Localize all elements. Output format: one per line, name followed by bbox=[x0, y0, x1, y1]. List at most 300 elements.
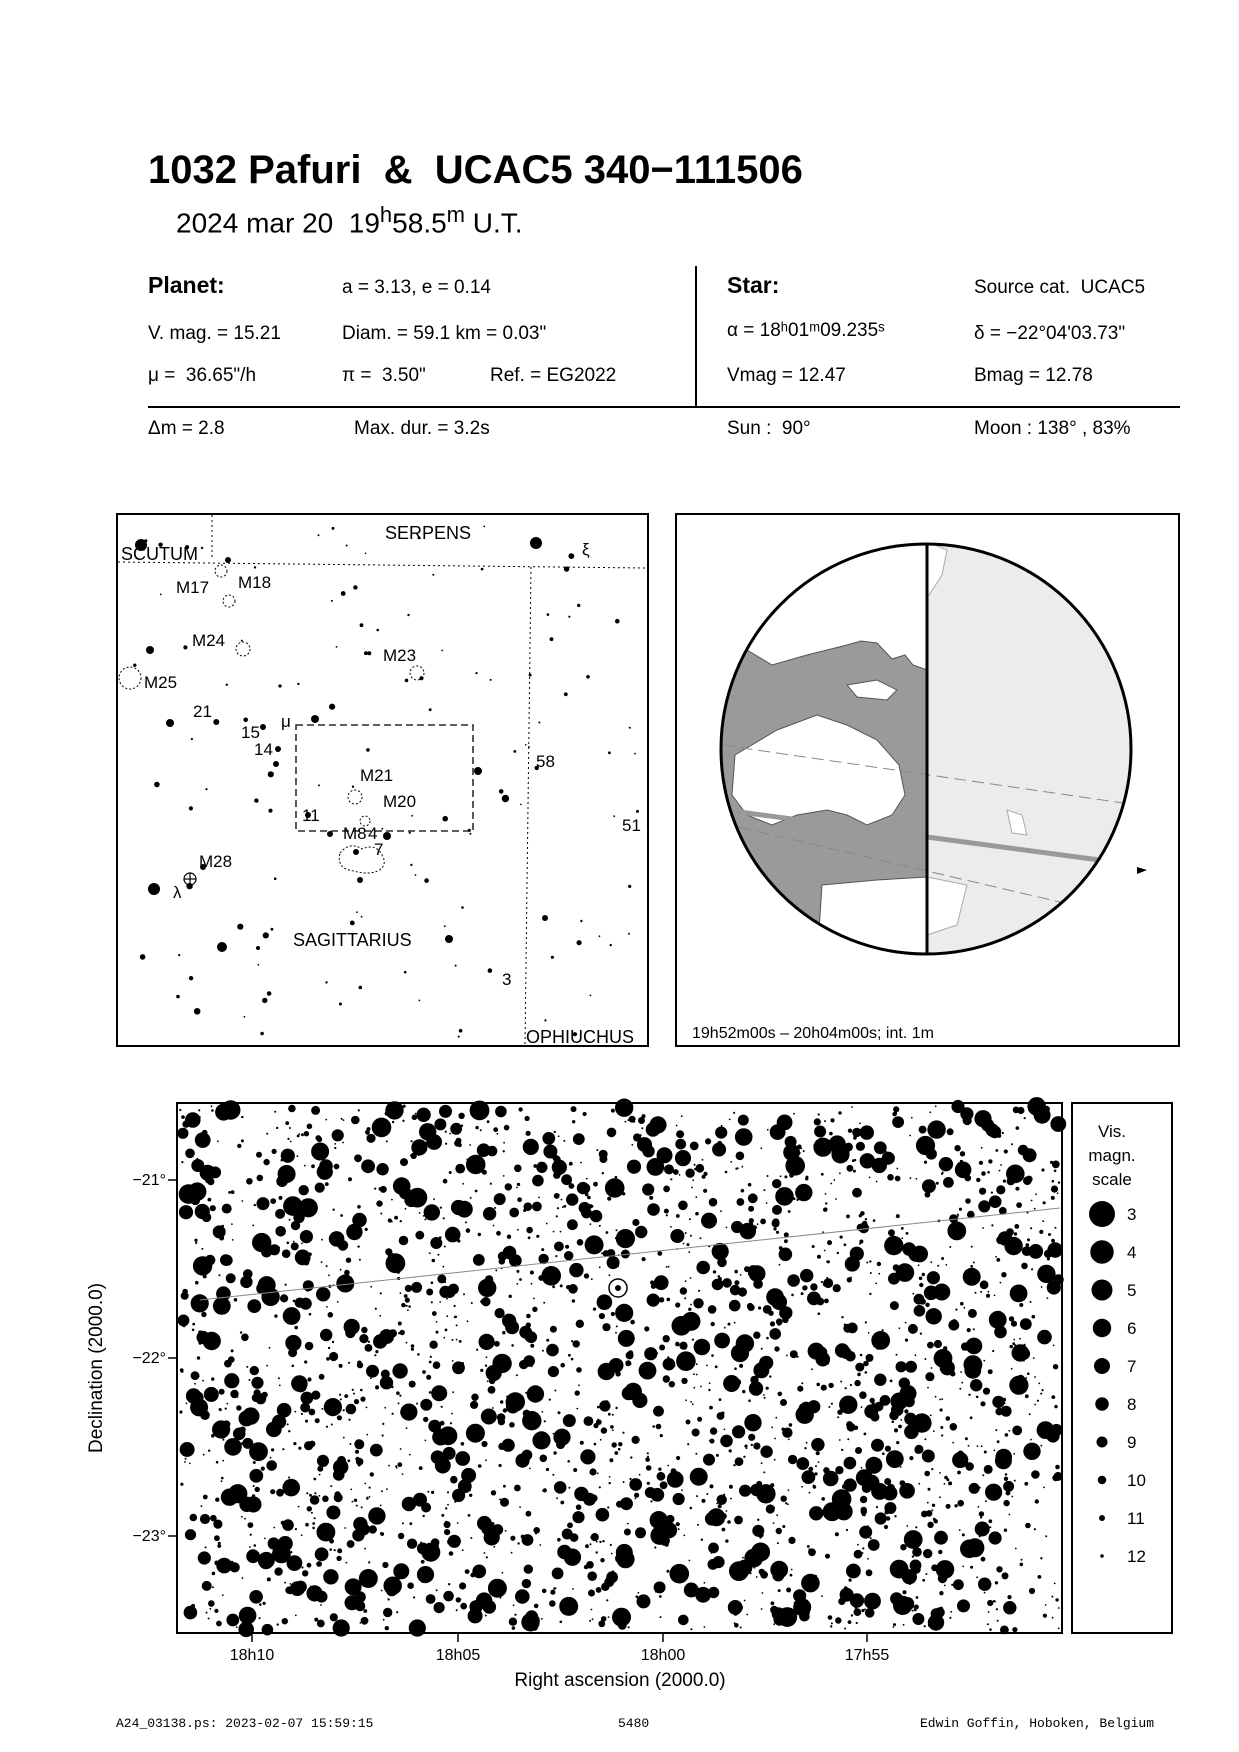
star bbox=[734, 1622, 736, 1624]
star bbox=[354, 1591, 366, 1603]
star bbox=[562, 1529, 573, 1540]
star bbox=[494, 1341, 500, 1347]
star bbox=[602, 1323, 610, 1331]
finder-star bbox=[528, 746, 530, 748]
star bbox=[690, 1401, 692, 1403]
star bbox=[748, 1183, 752, 1187]
star bbox=[429, 1361, 432, 1364]
star bbox=[564, 1416, 568, 1420]
star bbox=[866, 1262, 868, 1264]
planet-heading: Planet: bbox=[148, 272, 225, 298]
star bbox=[421, 1233, 423, 1235]
star bbox=[400, 1448, 402, 1450]
star bbox=[420, 1399, 432, 1411]
star bbox=[330, 1613, 338, 1621]
star bbox=[410, 1155, 412, 1157]
star bbox=[288, 1564, 290, 1566]
star bbox=[499, 1464, 502, 1467]
star bbox=[599, 1266, 601, 1268]
label-51: 51 bbox=[622, 816, 641, 835]
star bbox=[550, 1590, 555, 1595]
star bbox=[470, 1101, 490, 1121]
finder-star bbox=[359, 986, 363, 990]
star bbox=[490, 1183, 492, 1185]
star bbox=[978, 1200, 990, 1212]
star bbox=[573, 1468, 577, 1472]
star bbox=[882, 1329, 884, 1331]
star bbox=[572, 1299, 575, 1302]
star bbox=[697, 1524, 699, 1526]
star bbox=[307, 1124, 313, 1130]
star bbox=[311, 1512, 313, 1514]
star bbox=[1052, 1617, 1054, 1619]
star bbox=[656, 1424, 662, 1430]
star bbox=[916, 1136, 935, 1155]
star bbox=[662, 1151, 664, 1153]
star bbox=[331, 1424, 333, 1426]
star bbox=[541, 1618, 543, 1620]
star bbox=[862, 1221, 867, 1226]
star bbox=[282, 1519, 294, 1531]
star bbox=[203, 1454, 205, 1456]
star bbox=[761, 1462, 763, 1464]
star bbox=[720, 1435, 733, 1448]
star bbox=[478, 1464, 482, 1468]
finder-star bbox=[353, 585, 357, 589]
star bbox=[821, 1497, 825, 1501]
finder-star bbox=[634, 753, 636, 755]
star bbox=[905, 1322, 907, 1324]
star bbox=[415, 1231, 424, 1240]
star bbox=[811, 1438, 824, 1451]
star bbox=[532, 1202, 542, 1212]
star bbox=[837, 1416, 839, 1418]
star bbox=[687, 1153, 689, 1155]
star bbox=[959, 1208, 962, 1211]
star bbox=[663, 1335, 670, 1342]
star bbox=[286, 1619, 288, 1621]
star bbox=[607, 1506, 609, 1508]
star bbox=[376, 1200, 382, 1206]
star bbox=[869, 1293, 871, 1295]
star bbox=[470, 1401, 478, 1409]
star bbox=[677, 1497, 679, 1499]
finder-star bbox=[513, 750, 516, 753]
star bbox=[269, 1244, 280, 1255]
star bbox=[584, 1273, 589, 1278]
star bbox=[933, 1430, 935, 1432]
star bbox=[663, 1375, 670, 1382]
star bbox=[874, 1606, 876, 1608]
star bbox=[397, 1462, 402, 1467]
star bbox=[394, 1216, 398, 1220]
star bbox=[699, 1237, 701, 1239]
legend-magnitude-dot bbox=[1090, 1240, 1114, 1264]
finder-star bbox=[383, 832, 391, 840]
star bbox=[563, 1414, 576, 1427]
star bbox=[295, 1615, 297, 1617]
star bbox=[593, 1423, 598, 1428]
star bbox=[478, 1279, 496, 1297]
star bbox=[481, 1409, 497, 1425]
star bbox=[751, 1444, 753, 1446]
star bbox=[538, 1162, 543, 1167]
star bbox=[979, 1161, 983, 1165]
star bbox=[759, 1537, 761, 1539]
star bbox=[925, 1303, 929, 1307]
star bbox=[647, 1482, 650, 1485]
star bbox=[855, 1447, 862, 1454]
star bbox=[531, 1283, 533, 1285]
star bbox=[284, 1582, 286, 1584]
star bbox=[681, 1489, 683, 1491]
star bbox=[345, 1328, 355, 1338]
star bbox=[924, 1471, 930, 1477]
star bbox=[893, 1623, 896, 1626]
star bbox=[818, 1312, 821, 1315]
star bbox=[205, 1546, 207, 1548]
star bbox=[448, 1237, 450, 1239]
star bbox=[910, 1434, 912, 1436]
star bbox=[343, 1119, 345, 1121]
star bbox=[398, 1533, 404, 1539]
star bbox=[425, 1440, 427, 1442]
finder-star bbox=[490, 679, 492, 681]
star bbox=[896, 1168, 898, 1170]
finder-star bbox=[166, 719, 174, 727]
star bbox=[676, 1214, 680, 1218]
star bbox=[519, 1278, 522, 1281]
star bbox=[506, 1392, 525, 1411]
star bbox=[809, 1506, 823, 1520]
star bbox=[824, 1250, 826, 1252]
star bbox=[784, 1175, 787, 1178]
star bbox=[578, 1384, 580, 1386]
star bbox=[847, 1323, 858, 1334]
star bbox=[690, 1142, 699, 1151]
star bbox=[266, 1133, 268, 1135]
star bbox=[768, 1311, 773, 1316]
star bbox=[615, 1176, 618, 1179]
star bbox=[503, 1150, 505, 1152]
star bbox=[916, 1178, 918, 1180]
star bbox=[222, 1439, 224, 1441]
star bbox=[596, 1587, 602, 1593]
star bbox=[657, 1472, 666, 1481]
star bbox=[1034, 1208, 1036, 1210]
star bbox=[307, 1563, 312, 1568]
star bbox=[191, 1294, 209, 1312]
star bbox=[821, 1595, 823, 1597]
finder-star bbox=[366, 748, 370, 752]
star bbox=[468, 1608, 483, 1623]
star bbox=[701, 1303, 703, 1305]
star bbox=[888, 1229, 895, 1236]
star bbox=[1053, 1345, 1055, 1347]
star bbox=[647, 1294, 660, 1307]
star bbox=[314, 1618, 318, 1622]
finder-star bbox=[442, 816, 448, 822]
star bbox=[369, 1525, 377, 1533]
star bbox=[868, 1539, 880, 1551]
star bbox=[1033, 1357, 1035, 1359]
star bbox=[954, 1504, 957, 1507]
star bbox=[291, 1242, 299, 1250]
star bbox=[844, 1457, 857, 1470]
star bbox=[641, 1114, 645, 1118]
star bbox=[226, 1614, 239, 1627]
star bbox=[554, 1167, 563, 1176]
star bbox=[560, 1501, 564, 1505]
star bbox=[878, 1273, 880, 1275]
star bbox=[381, 1490, 383, 1492]
star bbox=[181, 1161, 183, 1163]
star bbox=[860, 1153, 875, 1168]
star bbox=[995, 1408, 1003, 1416]
star bbox=[692, 1429, 700, 1437]
star bbox=[514, 1485, 521, 1492]
star bbox=[483, 1600, 497, 1614]
star bbox=[458, 1113, 464, 1119]
star bbox=[530, 1344, 534, 1348]
star bbox=[1019, 1338, 1021, 1340]
star bbox=[893, 1106, 899, 1112]
star bbox=[808, 1482, 810, 1484]
star bbox=[546, 1339, 549, 1342]
star bbox=[870, 1537, 872, 1539]
star bbox=[915, 1526, 917, 1528]
star bbox=[576, 1504, 582, 1510]
star bbox=[444, 1246, 446, 1248]
star bbox=[529, 1615, 540, 1626]
star bbox=[939, 1496, 941, 1498]
star bbox=[1058, 1181, 1060, 1183]
star bbox=[890, 1380, 893, 1383]
star bbox=[744, 1600, 746, 1602]
star bbox=[922, 1579, 925, 1582]
star bbox=[1012, 1627, 1017, 1632]
star bbox=[609, 1476, 611, 1478]
star bbox=[599, 1155, 607, 1163]
star bbox=[641, 1127, 643, 1129]
star bbox=[186, 1403, 188, 1405]
star-heading: Star: bbox=[727, 272, 780, 298]
star bbox=[844, 1628, 846, 1630]
star bbox=[1003, 1481, 1014, 1492]
star bbox=[541, 1411, 543, 1413]
star bbox=[213, 1225, 226, 1238]
star bbox=[950, 1423, 958, 1431]
star bbox=[885, 1446, 891, 1452]
star bbox=[825, 1193, 827, 1195]
star bbox=[481, 1297, 490, 1306]
star bbox=[911, 1246, 928, 1263]
star bbox=[934, 1349, 953, 1368]
star bbox=[871, 1331, 890, 1350]
star bbox=[442, 1266, 444, 1268]
star bbox=[568, 1284, 578, 1294]
star bbox=[298, 1506, 300, 1508]
star bbox=[757, 1490, 760, 1493]
star bbox=[434, 1118, 446, 1130]
star bbox=[273, 1527, 275, 1529]
star bbox=[601, 1427, 607, 1433]
star bbox=[738, 1287, 747, 1296]
star bbox=[321, 1408, 323, 1410]
finder-star bbox=[568, 553, 574, 559]
star bbox=[947, 1222, 966, 1241]
finder-star bbox=[469, 833, 471, 835]
star bbox=[556, 1497, 558, 1499]
star bbox=[977, 1445, 979, 1447]
star bbox=[696, 1374, 698, 1376]
star bbox=[212, 1391, 214, 1393]
star bbox=[194, 1239, 197, 1242]
star bbox=[554, 1481, 567, 1494]
star bbox=[409, 1381, 416, 1388]
star bbox=[1011, 1496, 1013, 1498]
star bbox=[455, 1234, 457, 1236]
finder-star bbox=[325, 981, 327, 983]
star bbox=[938, 1550, 942, 1554]
star bbox=[735, 1128, 753, 1146]
star bbox=[618, 1448, 621, 1451]
m17-symbol bbox=[215, 565, 227, 577]
star bbox=[485, 1615, 487, 1617]
star bbox=[832, 1489, 852, 1509]
star bbox=[294, 1326, 298, 1330]
star bbox=[385, 1248, 392, 1255]
star bbox=[734, 1280, 739, 1285]
star bbox=[270, 1457, 272, 1459]
star bbox=[462, 1549, 464, 1551]
star bbox=[988, 1611, 990, 1613]
star bbox=[989, 1311, 1007, 1329]
star bbox=[1013, 1107, 1020, 1114]
star bbox=[696, 1261, 710, 1275]
star bbox=[927, 1120, 945, 1138]
star bbox=[642, 1257, 646, 1261]
star bbox=[309, 1313, 312, 1316]
star bbox=[507, 1235, 511, 1239]
star bbox=[241, 1200, 243, 1202]
star bbox=[359, 1259, 361, 1261]
star bbox=[355, 1450, 359, 1454]
star bbox=[770, 1321, 775, 1326]
star bbox=[406, 1342, 408, 1344]
star bbox=[903, 1590, 907, 1594]
star bbox=[481, 1441, 487, 1447]
legend-title-line: magn. bbox=[1088, 1146, 1136, 1165]
star bbox=[236, 1405, 241, 1410]
star bbox=[480, 1369, 483, 1372]
star bbox=[231, 1223, 233, 1225]
star bbox=[892, 1112, 896, 1116]
star bbox=[282, 1541, 286, 1545]
legend-magnitude-label: 9 bbox=[1127, 1433, 1137, 1452]
star bbox=[871, 1439, 884, 1452]
finder-star bbox=[189, 806, 193, 810]
star bbox=[978, 1506, 980, 1508]
finder-star bbox=[352, 786, 354, 788]
star bbox=[830, 1625, 832, 1627]
star bbox=[1030, 1301, 1032, 1303]
star bbox=[448, 1583, 450, 1585]
star bbox=[476, 1349, 478, 1351]
star bbox=[894, 1515, 896, 1517]
star bbox=[564, 1251, 573, 1260]
finder-star bbox=[154, 782, 160, 788]
star bbox=[747, 1303, 754, 1310]
star bbox=[456, 1339, 458, 1341]
star bbox=[416, 1403, 418, 1405]
star bbox=[1034, 1404, 1036, 1406]
finder-star bbox=[268, 771, 274, 777]
star bbox=[357, 1205, 361, 1209]
finder-star bbox=[568, 616, 570, 618]
finder-star bbox=[336, 646, 338, 648]
star bbox=[715, 1365, 718, 1368]
star bbox=[786, 1355, 788, 1357]
star bbox=[524, 1202, 533, 1211]
star bbox=[649, 1153, 651, 1155]
star bbox=[488, 1579, 507, 1598]
star bbox=[667, 1298, 671, 1302]
star bbox=[241, 1334, 249, 1342]
star bbox=[844, 1586, 848, 1590]
star bbox=[287, 1555, 303, 1571]
star bbox=[596, 1149, 598, 1151]
star bbox=[623, 1481, 625, 1483]
star bbox=[928, 1524, 930, 1526]
star bbox=[281, 1521, 285, 1525]
star bbox=[778, 1589, 781, 1592]
star bbox=[828, 1615, 833, 1620]
star bbox=[976, 1178, 980, 1182]
star bbox=[374, 1188, 376, 1190]
star bbox=[868, 1332, 870, 1334]
star bbox=[469, 1144, 471, 1146]
star bbox=[740, 1627, 742, 1629]
star bbox=[337, 1415, 342, 1420]
star bbox=[1015, 1548, 1017, 1550]
finder-star bbox=[407, 614, 409, 616]
star bbox=[969, 1483, 980, 1494]
star bbox=[300, 1403, 310, 1413]
star bbox=[380, 1292, 382, 1294]
constellation-serpens: SERPENS bbox=[385, 523, 472, 543]
star bbox=[967, 1328, 971, 1332]
star bbox=[577, 1239, 584, 1246]
star bbox=[424, 1204, 440, 1220]
finder-star bbox=[499, 789, 504, 794]
star bbox=[847, 1438, 849, 1440]
star bbox=[341, 1118, 343, 1120]
star bbox=[776, 1231, 779, 1234]
star bbox=[379, 1187, 383, 1191]
star bbox=[317, 1164, 333, 1180]
legend-magnitude-dot bbox=[1097, 1437, 1108, 1448]
label-lambda: λ bbox=[173, 883, 182, 902]
star bbox=[960, 1160, 963, 1163]
star bbox=[180, 1483, 183, 1486]
star bbox=[952, 1221, 957, 1226]
star bbox=[1034, 1528, 1036, 1530]
star bbox=[865, 1321, 867, 1323]
star bbox=[195, 1242, 197, 1244]
star bbox=[493, 1546, 495, 1548]
star bbox=[431, 1301, 433, 1303]
